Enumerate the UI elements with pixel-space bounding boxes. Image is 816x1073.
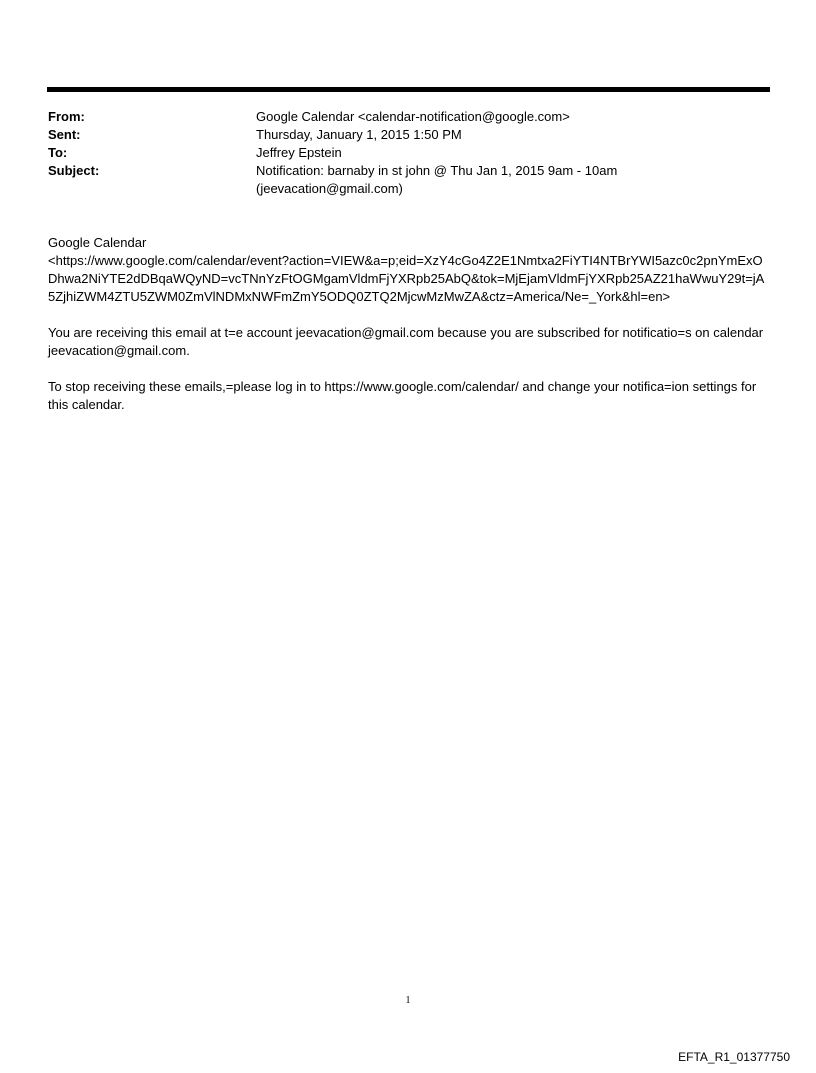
- subject-line-1: Notification: barnaby in st john @ Thu Jan 1, 2015 9am - 10am: [256, 163, 618, 178]
- from-row: [48, 108, 763, 126]
- subject-line-2: (jeevacation@gmail.com): [256, 181, 403, 196]
- subject-row: [48, 162, 763, 198]
- sent-label: Sent:: [48, 127, 81, 142]
- to-value: Jeffrey Epstein: [256, 145, 342, 160]
- stop-notice: To stop receiving these emails,=please log in to https://www.google.com/calendar/ and change your notifica=ion settings for this calendar.: [48, 379, 757, 412]
- page-number: 1: [405, 995, 411, 1006]
- to-row: [48, 144, 763, 162]
- sent-value: Thursday, January 1, 2015 1:50 PM: [256, 127, 462, 142]
- email-header: [48, 108, 763, 198]
- event-link[interactable]: <https://www.google.com/calendar/event?action=VIEW&a=p;eid=XzY4cGo4Z2E1Nmtxa2FiYTI4NTBrYWI5azc0c2pnYmExODhwa2NiYTE2dDBqaWQyND=vcTNnYzFtOGMgamVldmFjYXRpb25AbQ&tok=MjEjamVldmFjYXRpb25AZ21haWwuY29t=jA5ZjhiZWM4ZTU5ZWM0ZmVlNDMxNWFmZmY5ODQ0ZTQ2MjcwMzMwZA&ctz=America/Ne=_York&hl=en>: [48, 253, 765, 304]
- email-body: [48, 234, 770, 414]
- sent-row: [48, 126, 763, 144]
- header-rule: [47, 87, 770, 92]
- sender-name: Google Calendar: [48, 235, 147, 250]
- from-value: Google Calendar <calendar-notification@google.com>: [256, 109, 570, 124]
- bates-number: EFTA_R1_01377750: [678, 1050, 790, 1064]
- subject-label: Subject:: [48, 163, 100, 178]
- subject-value: [256, 162, 763, 198]
- from-label: From:: [48, 109, 85, 124]
- to-label: To:: [48, 145, 68, 160]
- receiving-notice: You are receiving this email at t=e account jeevacation@gmail.com because you are subscribed for notificatio=s on calendar jeevacation@gmail.com.: [48, 325, 764, 358]
